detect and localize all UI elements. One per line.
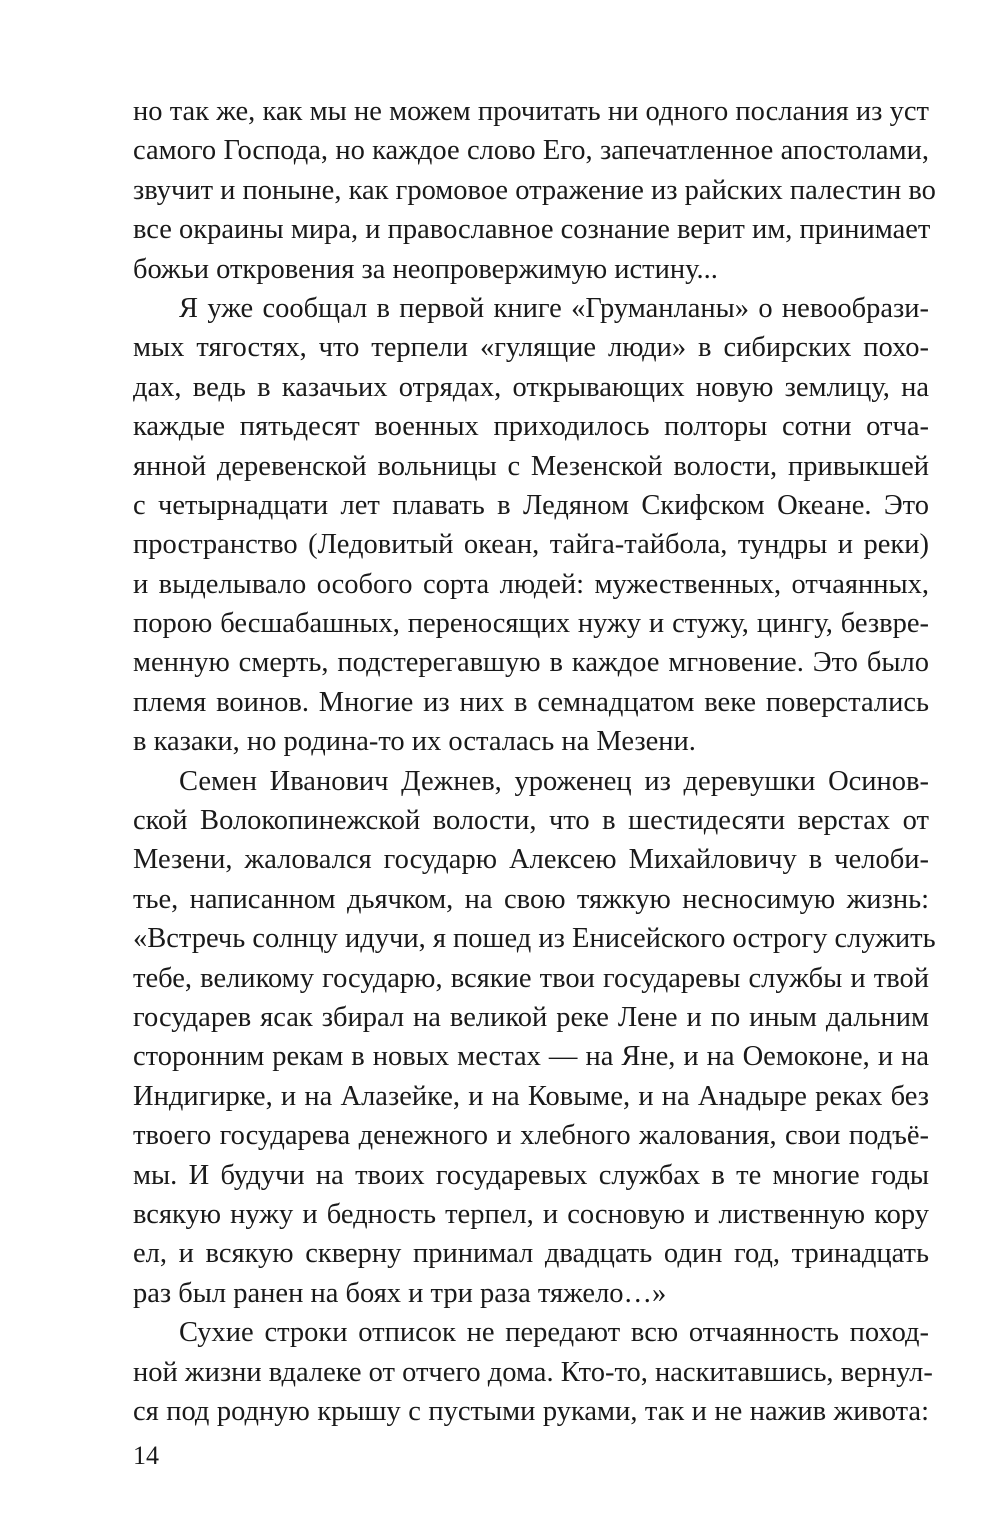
- text-line: менную смерть, подстерегавшую в каждое мгновение. Это было: [133, 647, 929, 679]
- text-line: ся под родную крышу с пустыми руками, так и не нажив живота:: [133, 1395, 929, 1427]
- text-line: божьи откровения за неопровержимую истину...: [133, 253, 718, 285]
- text-line: ской Волокопинежской волости, что в шестидесяти верстах от: [133, 805, 929, 837]
- paragraph-grumanlany: [133, 289, 929, 762]
- text-line: самого Господа, но каждое слово Его, запечатленное апостолами,: [133, 135, 929, 167]
- text-line: всякую нужу и бедность терпел, и сосновую и лиственную кору: [133, 1198, 929, 1230]
- text-line: «Встречь солнцу идучи, я пошед из Енисейского острогу служить: [133, 923, 936, 955]
- text-line: с четырнадцати лет плавать в Ледяном Скифском Океане. Это: [133, 489, 929, 521]
- text-line: мых тягостях, что терпели «гулящие люди» в сибирских похо-: [133, 332, 929, 364]
- text-line: но так же, как мы не можем прочитать ни одного послания из уст: [133, 96, 929, 127]
- text-line: звучит и поныне, как громовое отражение из райских палестин во: [133, 174, 936, 206]
- paragraph-dezhnev: [133, 762, 936, 1313]
- text-line: твоего государева денежного и хлебного жалования, свои подъё-: [133, 1120, 929, 1152]
- text-line: Сухие строки отписок не передают всю отчаянность поход-: [179, 1317, 929, 1349]
- text-line: в казаки, но родина-то их осталась на Мезени.: [133, 726, 696, 758]
- text-line: каждые пятьдесят военных приходилось полторы сотни отча-: [133, 411, 929, 443]
- text-line: ел, и всякую скверну принимал двадцать один год, тринадцать: [133, 1238, 929, 1270]
- text-line: государев ясак збирал на великой реке Лене и по иным дальним: [133, 1001, 929, 1033]
- text-line: тебе, великому государю, всякие твои государевы службы и твой: [133, 962, 929, 994]
- text-line: Я уже сообщал в первой книге «Груманланы» о невообрази-: [179, 292, 929, 324]
- body-text: [133, 92, 936, 1431]
- text-line: пространство (Ледовитый океан, тайга-тайбола, тундры и реки): [133, 529, 929, 561]
- text-line: раз был ранен на боях и три раза тяжело…»: [133, 1277, 667, 1309]
- text-line: Семен Иванович Дежнев, уроженец из деревушки Осинов-: [179, 765, 929, 797]
- text-line: янной деревенской вольницы с Мезенской волости, привыкшей: [133, 450, 929, 482]
- text-line: племя воинов. Многие из них в семнадцатом веке поверстались: [133, 686, 929, 718]
- text-line: тье, написанном дьячком, на свою тяжкую несносимую жизнь:: [133, 883, 929, 915]
- text-line: порою бесшабашных, переносящих нужу и стужу, цингу, безвре-: [133, 608, 929, 640]
- paragraph-dry-lines: [133, 1313, 933, 1431]
- text-line: Мезени, жаловался государю Алексею Михайловичу в челоби-: [133, 844, 929, 876]
- paragraph-continuation: [133, 92, 936, 289]
- text-line: и выделывало особого сорта людей: мужественных, отчаянных,: [133, 568, 929, 600]
- text-line: мы. И будучи на твоих государевых службах в те многие годы: [133, 1159, 929, 1191]
- page-number: 14: [133, 1441, 159, 1470]
- text-line: все окраины мира, и православное сознание верит им, принимает: [133, 214, 931, 246]
- text-line: дах, ведь в казачьих отрядах, открывающих новую землицу, на: [133, 371, 929, 403]
- text-line: ной жизни вдалеке от отчего дома. Кто-то, наскитавшись, вернул-: [133, 1356, 933, 1388]
- text-line: Индигирке, и на Алазейке, и на Ковыме, и на Анадыре реках без: [133, 1080, 929, 1112]
- text-line: сторонним рекам в новых местах — на Яне, и на Оемоконе, и на: [133, 1041, 929, 1073]
